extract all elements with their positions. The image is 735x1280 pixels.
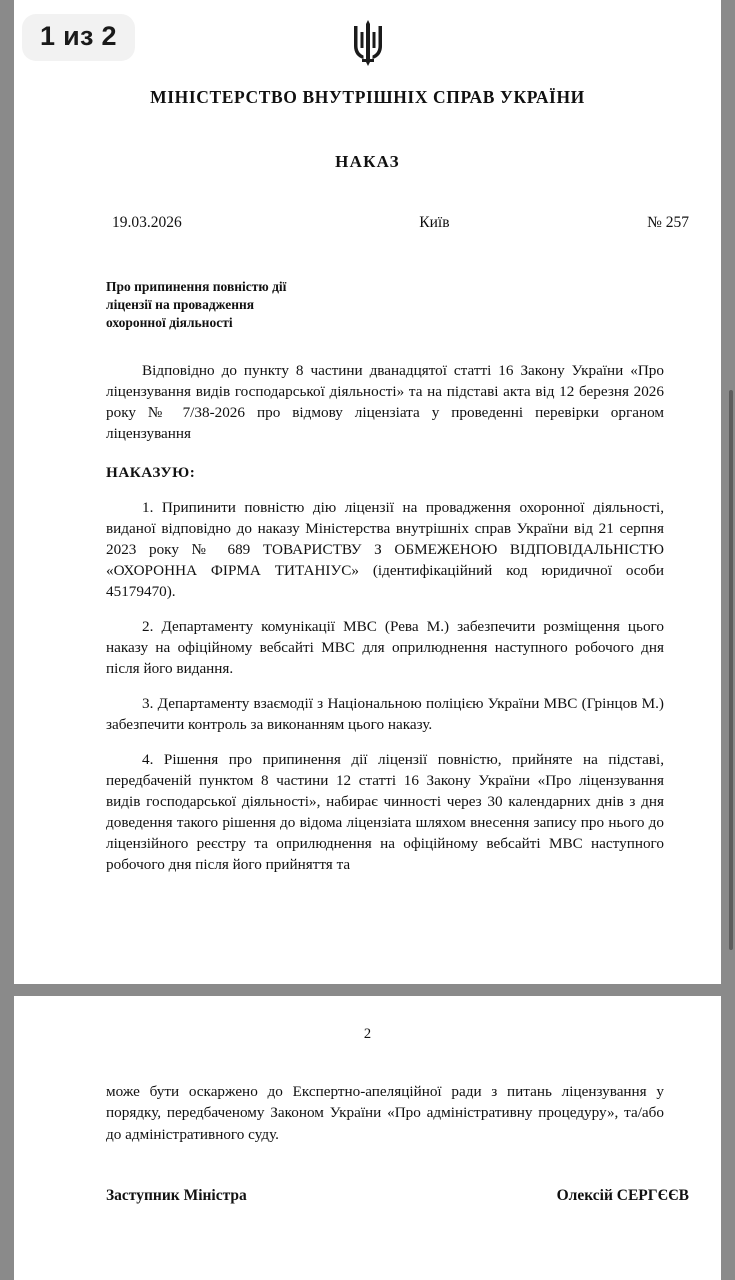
order-item-1: 1. Припинити повністю дію ліцензії на провадження охоронної діяльності, виданої відповідно до наказу Міністерства внутрішніх справ України від 21 серпня 2023 року № 689 ТОВАРИСТВУ З ОБМЕЖЕНОЮ ВІДПОВІДАЛЬНІСТЮ «ОХОРОННА ФІРМА ТИТАНІУС» (ідентифікаційний код юридичної особи 45179470). <box>106 499 664 601</box>
nakazuyu-heading: НАКАЗУЮ: <box>106 464 196 482</box>
document-date: 19.03.2026 <box>112 214 182 231</box>
page-separator <box>0 984 735 996</box>
scrollbar-thumb[interactable] <box>729 390 733 950</box>
ukraine-trident-emblem-icon <box>349 18 387 68</box>
subject-line-2: ліцензії на провадження <box>106 296 255 312</box>
order-item-3: 3. Департаменту взаємодії з Національною поліцією України МВС (Грінцов М.) забезпечити контроль за виконанням цього наказу. <box>106 695 664 733</box>
subject-line-1: Про припинення повністю дії <box>106 279 287 294</box>
signer-title: Заступник Міністра <box>106 1186 247 1204</box>
document-page-2 <box>14 996 721 1280</box>
page-number-label: 2 <box>363 1026 372 1042</box>
page-indicator: 1 из 2 <box>22 14 135 61</box>
document-number: № 257 <box>647 214 689 231</box>
document-body <box>14 361 721 875</box>
order-item-4: 4. Рішення про припинення дії ліцензії повністю, прийняте на підставі, передбаченій пунктом 8 частини 12 статті 16 Закону України «Про ліцензування видів господарської діяльності», набирає чинності через 30 календарних днів з дня доведення такого рішення до відома ліцензіата шляхом внесення запису про нього до ліцензійного реєстру та оприлюднення на офіційному вебсайті МВС наступного робочого дня після його прийняття та <box>106 750 664 873</box>
ministry-heading: МІНІСТЕРСТВО ВНУТРІШНІХ СПРАВ УКРАЇНИ <box>150 87 585 107</box>
document-page-1 <box>14 0 721 984</box>
order-title: НАКАЗ <box>335 152 400 171</box>
signature-row <box>14 1187 721 1205</box>
order-item-2: 2. Департаменту комунікації МВС (Рева М.) забезпечити розміщення цього наказу на офіційному вебсайті МВС для оприлюднення наступного робочого дня після його видання. <box>106 618 664 678</box>
preamble-paragraph: Відповідно до пункту 8 частини дванадцятої статті 16 Закону України «Про ліцензування видів господарської діяльності» та на підставі акта від 12 березня 2026 року № 7/38-2026 про відмову ліцензіата у проведенні перевірки органом ліцензування <box>106 362 664 443</box>
signer-name: Олексій СЕРГЄЄВ <box>556 1186 689 1204</box>
document-subject <box>106 278 318 331</box>
vertical-scrollbar[interactable] <box>729 0 735 1280</box>
document-city: Київ <box>419 214 450 231</box>
subject-line-3: охоронної діяльності <box>106 314 233 330</box>
document-meta-row <box>14 214 721 232</box>
continuation-paragraph: може бути оскаржено до Експертно-апеляційної ради з питань ліцензування у порядку, передбаченому Законом України «Про адміністративну процедуру», та/або до адміністративного суду. <box>106 1083 664 1143</box>
